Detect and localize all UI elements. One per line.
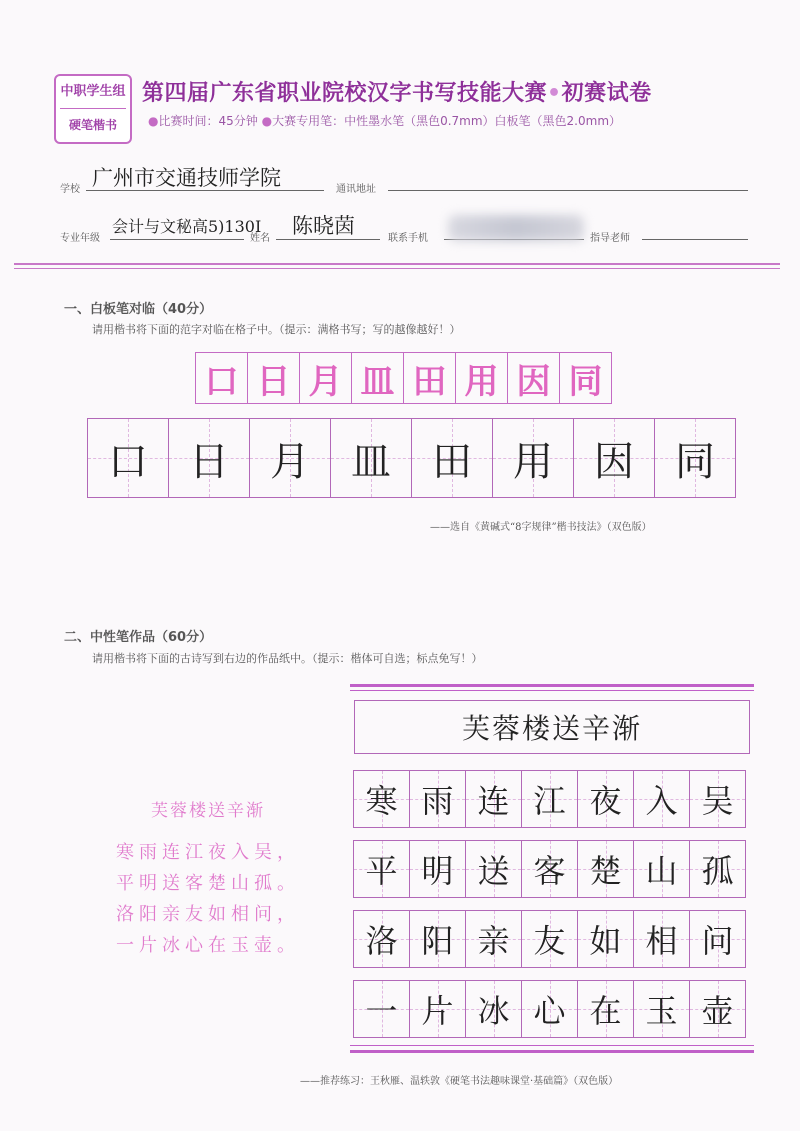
header-divider-thick bbox=[14, 263, 780, 265]
model-char: 日 bbox=[247, 352, 300, 404]
work-cell[interactable]: 阳 bbox=[409, 910, 466, 968]
exam-time: 比赛时间：45分钟 bbox=[158, 114, 258, 128]
model-char: 田 bbox=[403, 352, 456, 404]
sheet-border-top-thick bbox=[350, 684, 754, 687]
poem-line: 平明送客楚山孤。 bbox=[116, 873, 300, 894]
work-cell[interactable]: 送 bbox=[465, 840, 522, 898]
sheet-border-top-thin bbox=[350, 690, 754, 691]
practice-cell[interactable]: 用 bbox=[492, 418, 574, 498]
work-cell[interactable]: 心 bbox=[521, 980, 578, 1038]
work-cell[interactable]: 楚 bbox=[577, 840, 634, 898]
work-cell[interactable]: 山 bbox=[633, 840, 690, 898]
model-characters bbox=[196, 352, 612, 404]
work-cell[interactable]: 连 bbox=[465, 770, 522, 828]
major-field-line bbox=[110, 239, 244, 240]
model-char: 用 bbox=[455, 352, 508, 404]
poem-line: 一片冰心在玉壶。 bbox=[116, 935, 300, 956]
group-badge bbox=[54, 74, 132, 144]
poem-title: 芙蓉楼送辛渐 bbox=[151, 801, 265, 821]
model-char: 月 bbox=[299, 352, 352, 404]
model-char: 口 bbox=[195, 352, 248, 404]
work-cell[interactable]: 片 bbox=[409, 980, 466, 1038]
practice-cell[interactable]: 田 bbox=[411, 418, 493, 498]
practice-cell[interactable]: 皿 bbox=[330, 418, 412, 498]
work-row bbox=[354, 770, 746, 828]
work-cell[interactable]: 寒 bbox=[353, 770, 410, 828]
work-cell[interactable]: 入 bbox=[633, 770, 690, 828]
work-cell[interactable]: 孤 bbox=[689, 840, 746, 898]
work-cell[interactable]: 客 bbox=[521, 840, 578, 898]
work-cell[interactable]: 雨 bbox=[409, 770, 466, 828]
work-row bbox=[354, 840, 746, 898]
title-suffix: 初赛试卷 bbox=[561, 81, 652, 106]
name-field[interactable]: 陈晓茵 bbox=[292, 214, 355, 238]
phone-label: 联系手机 bbox=[388, 233, 428, 244]
poem-line: 寒雨连江夜入吴， bbox=[116, 842, 300, 863]
work-cell[interactable]: 洛 bbox=[353, 910, 410, 968]
phone-redacted-blur[interactable] bbox=[448, 215, 584, 241]
model-char: 因 bbox=[507, 352, 560, 404]
work-cell[interactable]: 玉 bbox=[633, 980, 690, 1038]
poem-reference bbox=[92, 796, 324, 961]
time-bullet-icon: ● bbox=[148, 114, 159, 128]
work-cell[interactable]: 友 bbox=[521, 910, 578, 968]
section2-instruction: 请用楷书将下面的古诗写到右边的作品纸中。（提示：楷体可自选；标点免写！） bbox=[92, 652, 483, 665]
work-cell[interactable]: 亲 bbox=[465, 910, 522, 968]
teacher-field[interactable] bbox=[642, 239, 748, 240]
sheet-border-bottom-thick bbox=[350, 1050, 754, 1053]
section1-heading: 一、白板笔对临（40分） bbox=[64, 302, 213, 317]
work-cell[interactable]: 江 bbox=[521, 770, 578, 828]
work-cell[interactable]: 壶 bbox=[689, 980, 746, 1038]
exam-pen: 大赛专用笔：中性墨水笔（黑色0.7mm）白板笔（黑色2.0mm） bbox=[272, 114, 622, 128]
exam-info bbox=[148, 112, 621, 129]
major-label: 专业年级 bbox=[60, 233, 100, 244]
work-cell[interactable]: 问 bbox=[689, 910, 746, 968]
work-row bbox=[354, 910, 746, 968]
section1-source: ——选自《黄碱式“8字规律”楷书技法》（双色版） bbox=[430, 522, 652, 533]
recommend-text: ——推荐练习：王秋雁、温轶敦《硬笔书法趣味课堂·基础篇》（双色版） bbox=[300, 1076, 619, 1087]
work-cell[interactable]: 吴 bbox=[689, 770, 746, 828]
work-cell[interactable]: 平 bbox=[353, 840, 410, 898]
practice-cell[interactable]: 口 bbox=[87, 418, 169, 498]
work-cell[interactable]: 相 bbox=[633, 910, 690, 968]
page-title bbox=[142, 76, 652, 107]
practice-cell[interactable]: 因 bbox=[573, 418, 655, 498]
header-divider-thin bbox=[14, 268, 780, 269]
work-cell[interactable]: 一 bbox=[353, 980, 410, 1038]
work-cell[interactable]: 冰 bbox=[465, 980, 522, 1038]
badge-divider bbox=[60, 108, 126, 109]
section2-heading: 二、中性笔作品（60分） bbox=[64, 630, 213, 645]
badge-group-label: 中职学生组 bbox=[60, 84, 126, 99]
model-char: 同 bbox=[559, 352, 612, 404]
school-field[interactable]: 广州市交通技师学院 bbox=[92, 166, 281, 190]
section1-instruction: 请用楷书将下面的范字对临在格子中。（提示：满格书写；写的越像越好！） bbox=[92, 323, 461, 336]
work-cell[interactable]: 如 bbox=[577, 910, 634, 968]
address-field[interactable] bbox=[388, 190, 748, 191]
practice-cell[interactable]: 月 bbox=[249, 418, 331, 498]
title-dot: • bbox=[547, 81, 562, 106]
practice-cell[interactable]: 同 bbox=[654, 418, 736, 498]
work-title-box[interactable]: 芙蓉楼送辛渐 bbox=[354, 700, 750, 754]
name-label: 姓名 bbox=[250, 233, 270, 244]
address-label: 通讯地址 bbox=[336, 184, 376, 195]
practice-grid bbox=[88, 418, 736, 498]
pen-bullet-icon: ● bbox=[261, 114, 273, 128]
work-cell[interactable]: 夜 bbox=[577, 770, 634, 828]
major-field[interactable]: 会计与文秘高5)130I bbox=[112, 217, 262, 236]
work-cell[interactable]: 明 bbox=[409, 840, 466, 898]
poem-line: 洛阳亲友如相问， bbox=[116, 904, 300, 925]
model-char: 皿 bbox=[351, 352, 404, 404]
practice-cell[interactable]: 日 bbox=[168, 418, 250, 498]
badge-category-label: 硬笔楷书 bbox=[68, 118, 117, 132]
sheet-border-bottom-thin bbox=[350, 1045, 754, 1046]
school-label: 学校 bbox=[60, 184, 80, 195]
title-main: 第四届广东省职业院校汉字书写技能大赛 bbox=[142, 81, 548, 106]
teacher-label: 指导老师 bbox=[590, 233, 630, 244]
work-row bbox=[354, 980, 746, 1038]
work-cell[interactable]: 在 bbox=[577, 980, 634, 1038]
